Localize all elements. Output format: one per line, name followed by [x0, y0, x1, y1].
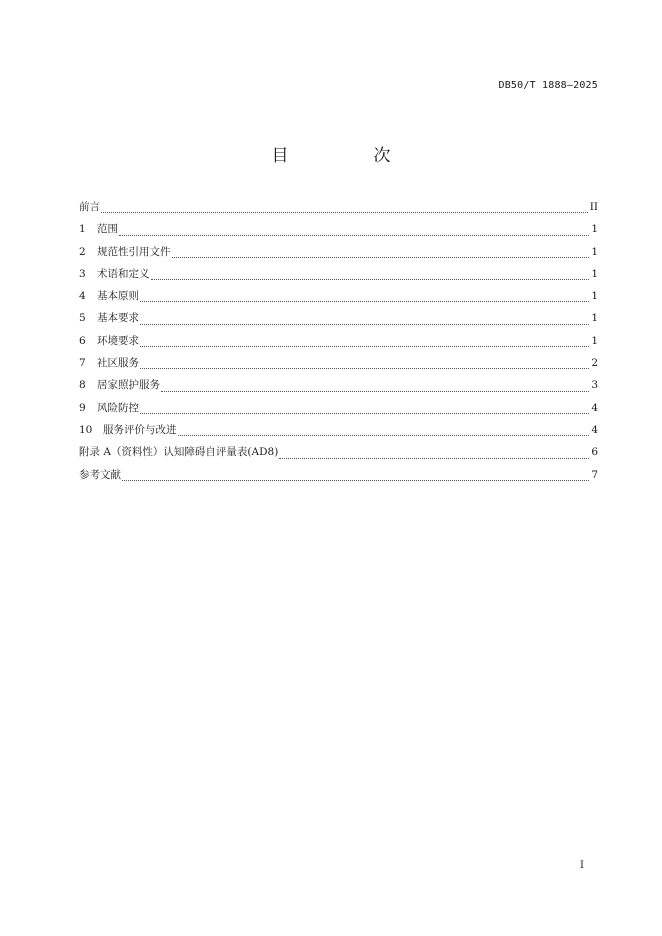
toc-entry-terms-definitions[interactable] — [79, 267, 598, 289]
toc-entry-label: 社区服务 — [97, 357, 139, 370]
toc-entry-page: II — [589, 201, 598, 213]
toc-dot-leader — [140, 324, 589, 325]
toc-entry-number: 7 — [79, 357, 86, 370]
toc-entry-page: 4 — [591, 401, 598, 414]
toc-entry-scope[interactable] — [79, 222, 598, 244]
toc-entry-page: 3 — [591, 379, 598, 392]
toc-entry-appendix-a[interactable] — [79, 445, 598, 467]
toc-entry-basic-principles[interactable] — [79, 289, 598, 311]
toc-entry-number: 3 — [79, 267, 86, 280]
toc-dot-leader — [140, 413, 589, 414]
toc-dot-leader — [140, 301, 589, 302]
toc-entry-number: 2 — [79, 245, 86, 258]
toc-entry-risk-control[interactable] — [79, 401, 598, 423]
toc-entry-label: 规范性引用文件 — [97, 245, 171, 258]
toc-entry-label: 基本要求 — [97, 312, 139, 325]
toc-entry-page: 1 — [591, 290, 598, 303]
toc-entry-basic-requirements[interactable] — [79, 311, 598, 333]
toc-dot-leader — [140, 368, 589, 369]
toc-dot-leader — [151, 279, 590, 280]
toc-entry-number: 5 — [79, 312, 86, 325]
toc-dot-leader — [172, 257, 590, 258]
toc-entry-number: 10 — [79, 423, 93, 436]
toc-dot-leader — [122, 480, 589, 481]
table-of-contents — [79, 200, 598, 490]
toc-entry-page: 1 — [591, 312, 598, 325]
toc-entry-number: 6 — [79, 334, 86, 347]
toc-dot-leader — [101, 212, 588, 213]
toc-entry-community-services[interactable] — [79, 356, 598, 378]
toc-entry-label: 环境要求 — [97, 334, 139, 347]
document-code: DB50/T 1888—2025 — [498, 80, 598, 91]
toc-entry-number: 4 — [79, 290, 86, 303]
toc-entry-number: 1 — [79, 223, 86, 236]
toc-entry-page: 1 — [591, 267, 598, 280]
toc-entry-page: 1 — [591, 245, 598, 258]
toc-entry-page: 7 — [591, 468, 598, 481]
toc-entry-label: 风险防控 — [97, 401, 139, 414]
toc-entry-label: 参考文献 — [79, 468, 121, 481]
toc-entry-environment-requirements[interactable] — [79, 334, 598, 356]
toc-entry-label: 术语和定义 — [97, 267, 150, 280]
toc-entry-label: 范围 — [97, 223, 118, 236]
toc-entry-foreword[interactable] — [79, 200, 598, 222]
toc-dot-leader — [140, 346, 589, 347]
toc-entry-label: 服务评价与改进 — [103, 423, 177, 436]
toc-entry-label: 基本原则 — [97, 290, 139, 303]
toc-dot-leader — [119, 235, 589, 236]
toc-entry-label: 居家照护服务 — [97, 379, 160, 392]
toc-entry-page: 1 — [591, 334, 598, 347]
toc-dot-leader — [178, 435, 590, 436]
page-number: I — [580, 860, 584, 871]
toc-entry-home-care-services[interactable] — [79, 378, 598, 400]
toc-entry-page: 6 — [591, 446, 598, 459]
toc-entry-number: 9 — [79, 401, 86, 414]
toc-entry-number: 8 — [79, 379, 86, 392]
toc-entry-bibliography[interactable] — [79, 468, 598, 490]
toc-entry-label: 附录 A（资料性）认知障碍自评量表(AD8) — [79, 446, 279, 459]
toc-entry-page: 4 — [591, 423, 598, 436]
toc-entry-label: 前言 — [79, 201, 100, 213]
toc-dot-leader — [279, 458, 589, 459]
toc-entry-normative-references[interactable] — [79, 245, 598, 267]
toc-entry-page: 1 — [591, 223, 598, 236]
toc-entry-page: 2 — [591, 357, 598, 370]
toc-dot-leader — [161, 391, 589, 392]
toc-title: 目 次 — [271, 146, 425, 166]
toc-entry-service-evaluation[interactable] — [79, 423, 598, 445]
